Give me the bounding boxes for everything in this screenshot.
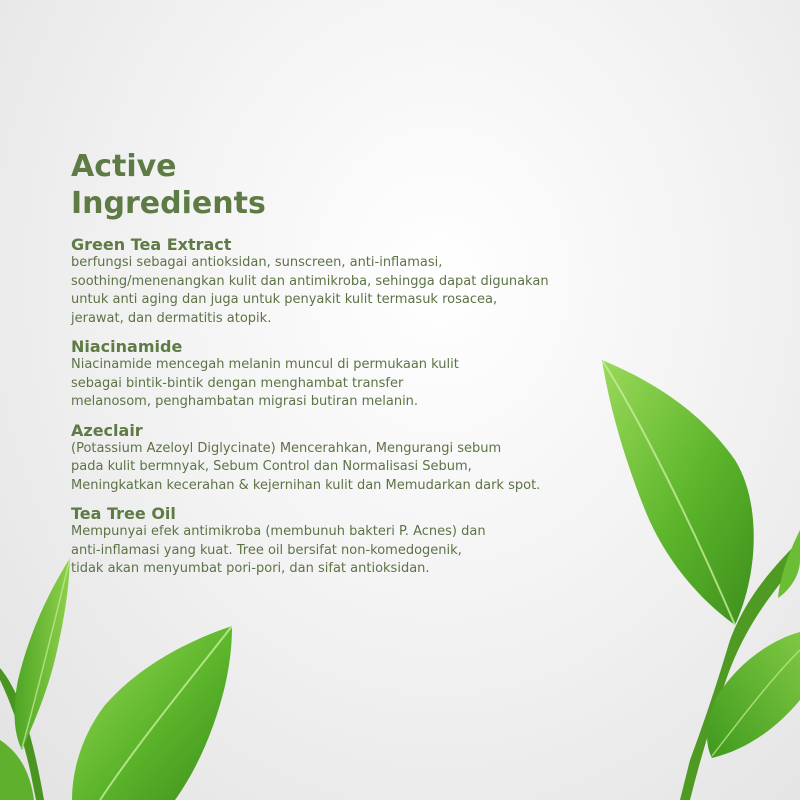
description-line: Meningkatkan kecerahan & kejernihan kulit dan Memudarkan dark spot.	[71, 477, 541, 493]
ingredient-description	[71, 440, 631, 496]
description-line: pada kulit bermnyak, Sebum Control dan Normalisasi Sebum,	[71, 459, 472, 474]
description-line: Niacinamide mencegah melanin muncul di permukaan kulit	[71, 357, 459, 372]
title-line-2: Ingredients	[71, 186, 266, 221]
description-line: melanosom, penghambatan migrasi butiran melanin.	[71, 394, 419, 409]
ingredients-list	[71, 235, 631, 579]
left-large-leaf	[72, 626, 232, 800]
description-line: untuk anti aging dan juga untuk penyakit kulit termasuk rosacea,	[71, 292, 498, 307]
ingredient-description	[71, 356, 631, 412]
ingredient-azeclair	[71, 421, 631, 496]
ingredient-name: Green Tea Extract	[71, 235, 232, 254]
ingredient-niacinamide	[71, 337, 631, 412]
ingredient-name: Tea Tree Oil	[71, 504, 176, 523]
ingredient-green-tea-extract	[71, 235, 631, 328]
right-lower-leaf	[707, 632, 800, 758]
description-line: anti-inflamasi yang kuat. Tree oil bersifat non-komedogenik,	[71, 542, 462, 558]
description-line: tidak akan menyumbat pori-pori, dan sifat antioksidan.	[71, 561, 430, 576]
description-line: Mempunyai efek antimikroba (membunuh bakteri P. Acnes) dan	[71, 524, 486, 539]
page-title	[71, 148, 631, 222]
ingredient-description	[71, 254, 631, 328]
title-line-1: Active	[71, 149, 177, 184]
description-line: (Potassium Azeloyl Diglycinate) Mencerahkan, Mengurangi sebum	[71, 440, 502, 456]
description-line: soothing/menenangkan kulit dan antimikroba, sehingga dapat digunakan	[71, 273, 549, 289]
ingredient-name: Niacinamide	[71, 337, 183, 356]
ingredient-name: Azeclair	[71, 420, 143, 440]
description-line: berfungsi sebagai antioksidan, sunscreen, anti-inflamasi,	[71, 255, 443, 270]
ingredients-content	[71, 148, 631, 588]
description-line: jerawat, dan dermatitis atopik.	[71, 310, 272, 326]
description-line: sebagai bintik-bintik dengan menghambat transfer	[71, 375, 404, 391]
left-upper-leaf	[15, 558, 70, 750]
ingredient-description	[71, 523, 631, 579]
ingredient-tea-tree-oil	[71, 504, 631, 579]
